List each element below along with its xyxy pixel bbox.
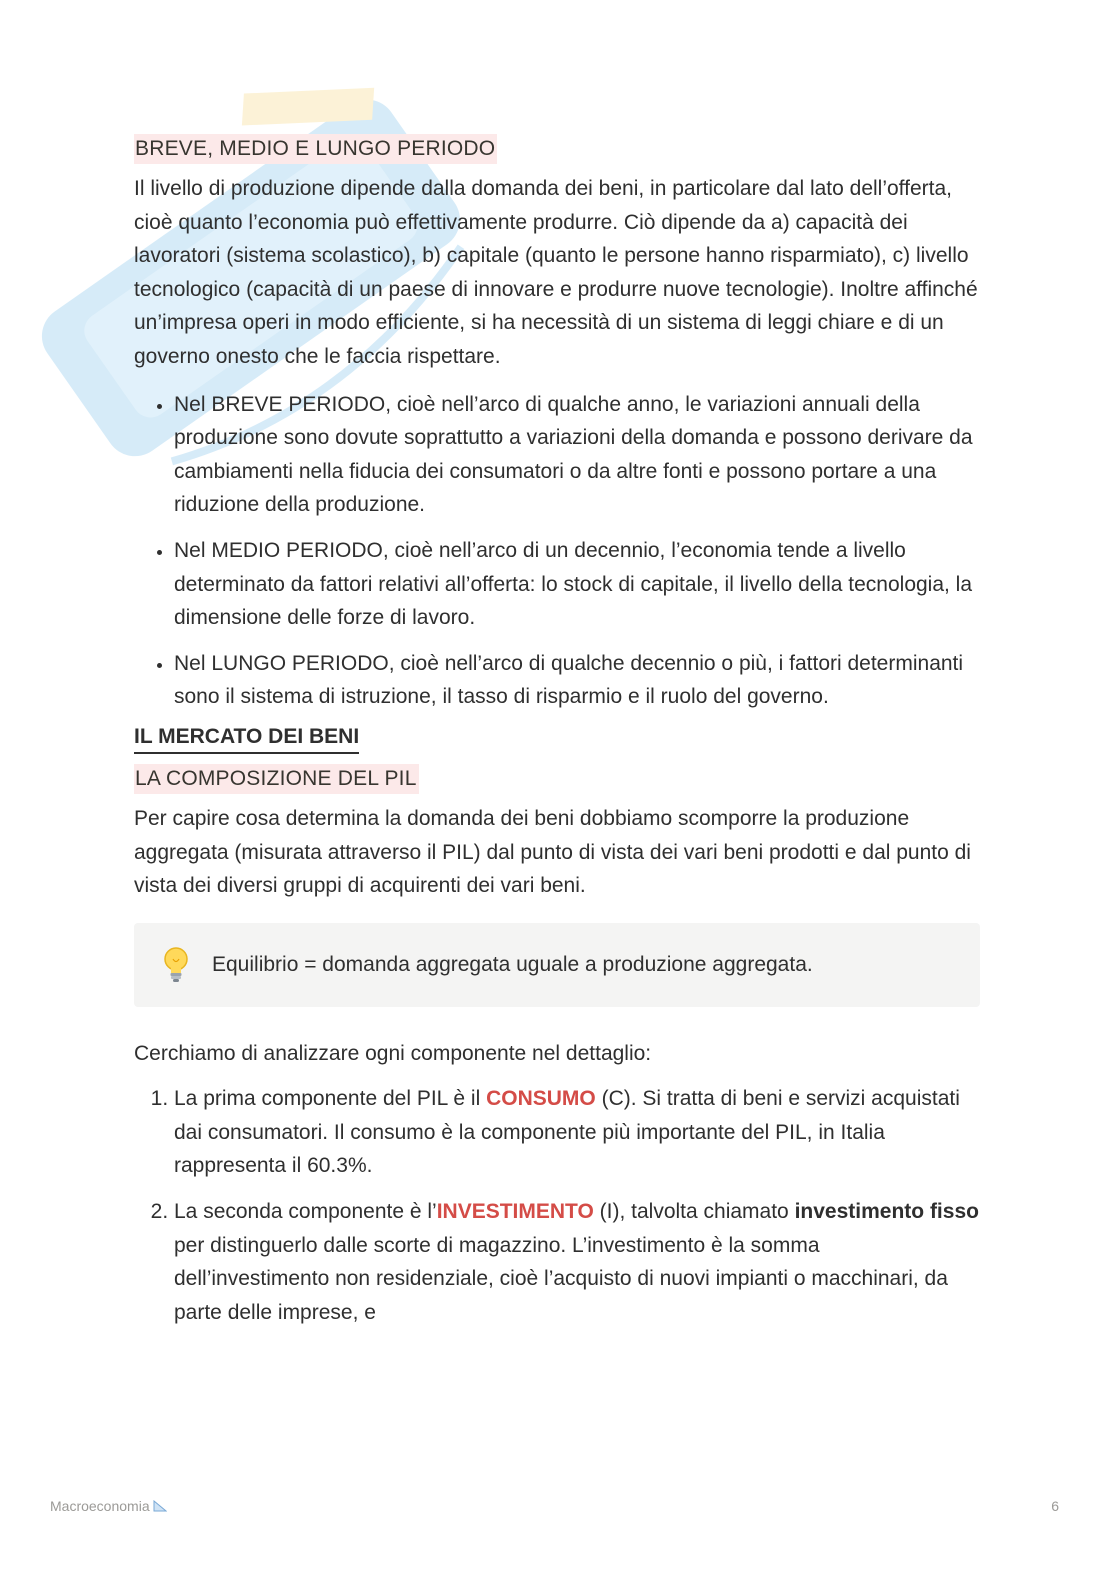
page-number: 6 [1051,1498,1059,1514]
list-item: • Nel LUNGO PERIODO, cioè nell’arco di qualche decennio o più, i fattori determinanti sono il sistema di istruzione, il tasso di risparmio e il ruolo del governo. [174,647,980,714]
bullet-list-periods [134,388,980,714]
lightbulb-icon [160,945,192,985]
numbered-list-components [134,1082,980,1329]
callout-equilibrio [134,923,980,1007]
section-title-mercato: IL MERCATO DEI BENI [134,722,980,764]
list-item-investimento: 2. La seconda componente è l’INVESTIMENTO (I), talvolta chiamato investimento fisso per distinguerlo dalle scorte di magazzino. L’investimento è la somma dell’investimento non residenziale, cioè l’acquisto di nuovi impianti o macchinari, da parte delle imprese, e [174,1195,980,1329]
heading-composizione-pil: LA COMPOSIZIONE DEL PIL [134,764,980,794]
bold-investimento-fisso: investimento fisso [794,1200,979,1224]
paragraph-composizione: Per capire cosa determina la domanda dei beni dobbiamo scomporre la produzione aggregata (misurata attraverso il PIL) dal punto di vista dei vari beni prodotti e dal punto di vista dei diversi gruppi di acquirenti dei vari beni. [134,806,971,898]
list-item-consumo: 1. La prima componente del PIL è il CONSUMO (C). Si tratta di beni e servizi acquistati dai consumatori. Il consumo è la componente più importante del PIL, in Italia rappresenta il 60.3%. [174,1082,980,1183]
paragraph-intro: Il livello di produzione dipende dalla domanda dei beni, in particolare dal lato dell’offerta, cioè quanto l’economia può effettivamente produrre. Ciò dipende da a) capacità dei lavoratori (sistema scolastico), b) capitale (quanto le persone hanno risparmiato), c) livello tecnologico (capacità di un paese di innovare e produrre nuove tecnologie). Inoltre affinché un’impresa operi in modo efficiente, si ha necessità di un sistema di leggi chiare e di un governo onesto che le faccia rispettare. [134,177,978,368]
heading-breve-medio-lungo: BREVE, MEDIO E LUNGO PERIODO [134,134,980,164]
highlight-consumo: CONSUMO [486,1087,596,1111]
callout-text: Equilibrio = domanda aggregata uguale a produzione aggregata. [212,952,813,976]
footer-doc-title: Macroeconomia [50,1498,167,1514]
list-item: • Nel BREVE PERIODO, cioè nell’arco di qualche anno, le variazioni annuali della produzione sono dovute soprattutto a variazioni della domanda e possono derivare da cambiamenti nella fiducia dei consumatori o da altre fonti e possono portare a una riduzione della produzione. [174,388,980,522]
highlight-investimento: INVESTIMENTO [436,1200,594,1224]
triangle-ruler-icon [153,1500,167,1512]
list-item: • Nel MEDIO PERIODO, cioè nell’arco di un decennio, l’economia tende a livello determinato da fattori relativi all’offerta: lo stock di capitale, il livello della tecnologia, la dimensione delle forze di lavoro. [174,534,980,635]
page-content [134,134,980,1341]
paragraph-analisi: Cerchiamo di analizzare ogni componente nel dettaglio: [134,1041,652,1065]
